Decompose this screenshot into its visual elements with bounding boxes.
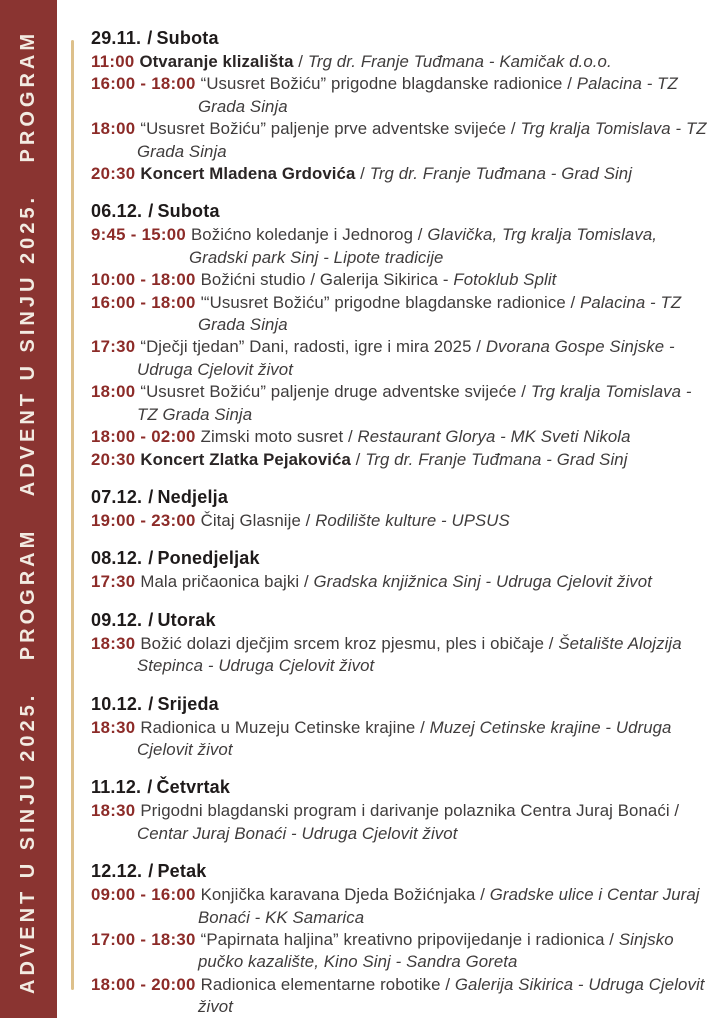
event-location: Sinjsko pučko kazalište, Kino Sinj - Sandra Goreta <box>198 929 674 972</box>
event-row <box>91 633 708 678</box>
event-text: '“Ususret Božiću” prigodne blagdanske radionice / <box>200 292 581 312</box>
event-time: 19:00 - 23:00 <box>91 510 201 530</box>
event-text: Radionica u Muzeju Cetinske krajine / <box>140 717 430 737</box>
event-row <box>91 73 708 118</box>
day-date: 09.12. <box>91 609 143 630</box>
event-title: Koncert Mladena Grdovića <box>140 164 356 184</box>
day-date: 07.12. <box>91 486 143 507</box>
event-time: 20:30 <box>91 449 141 469</box>
day-heading <box>91 27 708 50</box>
sidebar <box>0 0 57 1018</box>
event-time: 10:00 - 18:00 <box>91 270 201 290</box>
event-row <box>91 426 708 448</box>
event-row <box>91 717 708 762</box>
event-row <box>91 292 708 337</box>
event-text: Božić dolazi dječjim srcem kroz pjesmu, ples i običaje / <box>140 633 559 653</box>
event-text: Konjička karavana Djeda Božićnjaka / <box>200 885 490 905</box>
event-text: “Ususret Božiću” paljenje druge adventske svijeće / <box>140 382 531 402</box>
date-day-separator: / <box>148 693 154 714</box>
event-text: / <box>350 449 366 469</box>
event-row <box>91 884 708 929</box>
event-text: Čitaj Glasnije / <box>200 510 316 530</box>
event-row <box>91 269 708 291</box>
event-text: “Papirnata haljina” kreativno pripovijedanje i radionica / <box>200 929 619 949</box>
event-text: Prigodni blagdanski program i darivanje polaznika Centra Juraj Bonaći / <box>140 801 680 821</box>
event-location: Trg kralja Tomislava - TZ Grada Sinja <box>137 382 692 424</box>
date-day-separator: / <box>148 609 154 630</box>
day-date: 29.11. <box>91 28 142 48</box>
event-time: 18:00 <box>91 119 141 139</box>
event-time: 20:30 <box>91 164 141 184</box>
event-location: Restaurant Glorya - MK Sveti Nikola <box>357 427 631 447</box>
event-location: Fotoklub Split <box>453 270 557 290</box>
event-row <box>91 449 708 471</box>
day-section <box>91 200 708 470</box>
event-time: 18:00 <box>91 382 141 402</box>
event-location: Gradska knjižnica Sinj - Udruga Cjelovit život <box>313 572 652 592</box>
event-row <box>91 118 708 163</box>
event-text: / <box>293 52 308 71</box>
event-text: Božićno koledanje i Jednorog / <box>190 225 428 245</box>
day-date: 10.12. <box>91 693 143 714</box>
event-time: 16:00 - 18:00 <box>91 292 201 312</box>
day-name: Utorak <box>157 609 216 630</box>
day-name: Nedjelja <box>157 486 229 507</box>
event-row <box>91 51 708 73</box>
event-row <box>91 224 708 269</box>
sidebar-title-program: PROGRAM <box>17 30 39 163</box>
date-day-separator: / <box>148 861 154 882</box>
event-text: Mala pričaonica bajki / <box>140 572 314 592</box>
event-location: Trg dr. Franje Tuđmana - Grad Sinj <box>369 164 633 184</box>
sidebar-title-program: PROGRAM <box>17 527 39 661</box>
sidebar-rail <box>0 0 57 1024</box>
day-heading <box>91 200 708 223</box>
day-name: Ponedjeljak <box>157 548 260 569</box>
sidebar-title-advent: ADVENT U SINJU 2025. <box>17 193 39 497</box>
day-heading <box>91 609 708 632</box>
event-text: “Ususret Božiću” prigodne blagdanske radionice / <box>200 74 577 94</box>
event-time: 18:00 - 20:00 <box>91 974 201 994</box>
event-time: 17:30 <box>91 572 141 592</box>
event-time: 17:00 - 18:30 <box>91 929 201 949</box>
event-location: Glavička, Trg kralja Tomislava, Gradski park Sinj - Lipote tradicije <box>189 225 658 267</box>
event-row <box>91 800 708 845</box>
day-date: 08.12. <box>91 548 143 569</box>
event-time: 18:00 - 02:00 <box>91 427 201 447</box>
event-location: Centar Juraj Bonaći - Udruga Cjelovit život <box>137 823 458 843</box>
event-text: “Ususret Božiću” paljenje prve adventske svijeće / <box>140 119 521 139</box>
event-time: 18:30 <box>91 801 141 821</box>
day-section <box>91 609 708 678</box>
day-section <box>91 486 708 532</box>
event-time: 09:00 - 16:00 <box>91 885 201 905</box>
day-name: Srijeda <box>157 693 219 714</box>
event-location: Gradske ulice i Centar Juraj Bonaći - KK Samarica <box>198 885 700 927</box>
day-section <box>91 776 708 845</box>
date-day-separator: / <box>147 777 153 798</box>
date-day-separator: / <box>147 28 153 48</box>
event-row <box>91 974 708 1019</box>
event-location: Šetalište Alojzija Stepinca - Udruga Cjelovit život <box>137 633 682 676</box>
event-row <box>91 929 708 974</box>
day-section <box>91 547 708 593</box>
event-time: 18:30 <box>91 633 141 653</box>
day-section <box>91 693 708 762</box>
event-location: Trg dr. Franje Tuđmana - Kamičak d.o.o. <box>307 52 612 71</box>
event-time: 9:45 - 15:00 <box>91 225 191 245</box>
event-row <box>91 336 708 381</box>
day-date: 11.12. <box>91 777 142 798</box>
event-location: Trg dr. Franje Tuđmana - Grad Sinj <box>365 449 628 469</box>
day-date: 06.12. <box>91 201 143 222</box>
day-name: Petak <box>157 861 207 882</box>
day-date: 12.12. <box>91 861 143 882</box>
event-location: Muzej Cetinske krajine - Udruga Cjelovit život <box>137 717 672 759</box>
event-row <box>91 571 708 593</box>
event-row <box>91 163 708 185</box>
day-heading <box>91 547 708 570</box>
event-location: Galerija Sikirica - Udruga Cjelovit život <box>198 974 705 1017</box>
day-name: Subota <box>156 28 219 48</box>
sidebar-title-advent: ADVENT U SINJU 2025. <box>17 691 39 994</box>
event-time: 18:30 <box>91 717 141 737</box>
event-title: Koncert Zlatka Pejakovića <box>140 449 351 469</box>
event-row <box>91 510 708 532</box>
event-row <box>91 381 708 426</box>
event-text: “Dječji tjedan” Dani, radosti, igre i mira 2025 / <box>140 337 486 357</box>
day-section <box>91 27 708 185</box>
event-title: Otvaranje klizališta <box>139 52 294 71</box>
event-time: 16:00 - 18:00 <box>91 74 201 94</box>
day-name: Subota <box>157 201 220 222</box>
event-location: Trg kralja Tomislava - TZ Grada Sinja <box>137 119 707 161</box>
event-text: / <box>355 164 370 184</box>
event-text: Božićni studio / Galerija Sikirica - <box>200 270 454 290</box>
schedule <box>91 27 708 1019</box>
date-day-separator: / <box>148 201 154 222</box>
event-location: Rodilište kulture - UPSUS <box>315 510 510 530</box>
event-time: 11:00 <box>91 52 140 71</box>
day-name: Četvrtak <box>156 777 231 798</box>
vertical-gold-divider <box>71 40 74 990</box>
event-location: Dvorana Gospe Sinjske - Udruga Cjelovit život <box>137 337 675 379</box>
day-section <box>91 860 708 1018</box>
day-heading <box>91 860 708 883</box>
day-heading <box>91 486 708 509</box>
event-location: Palacina - TZ Grada Sinja <box>198 74 678 116</box>
day-heading <box>91 693 708 716</box>
event-location: Palacina - TZ Grada Sinja <box>198 292 682 335</box>
day-heading <box>91 776 708 799</box>
date-day-separator: / <box>148 486 154 507</box>
event-text: Zimski moto susret / <box>200 427 358 447</box>
date-day-separator: / <box>148 548 154 569</box>
event-text: Radionica elementarne robotike / <box>200 974 455 994</box>
event-time: 17:30 <box>91 337 141 357</box>
